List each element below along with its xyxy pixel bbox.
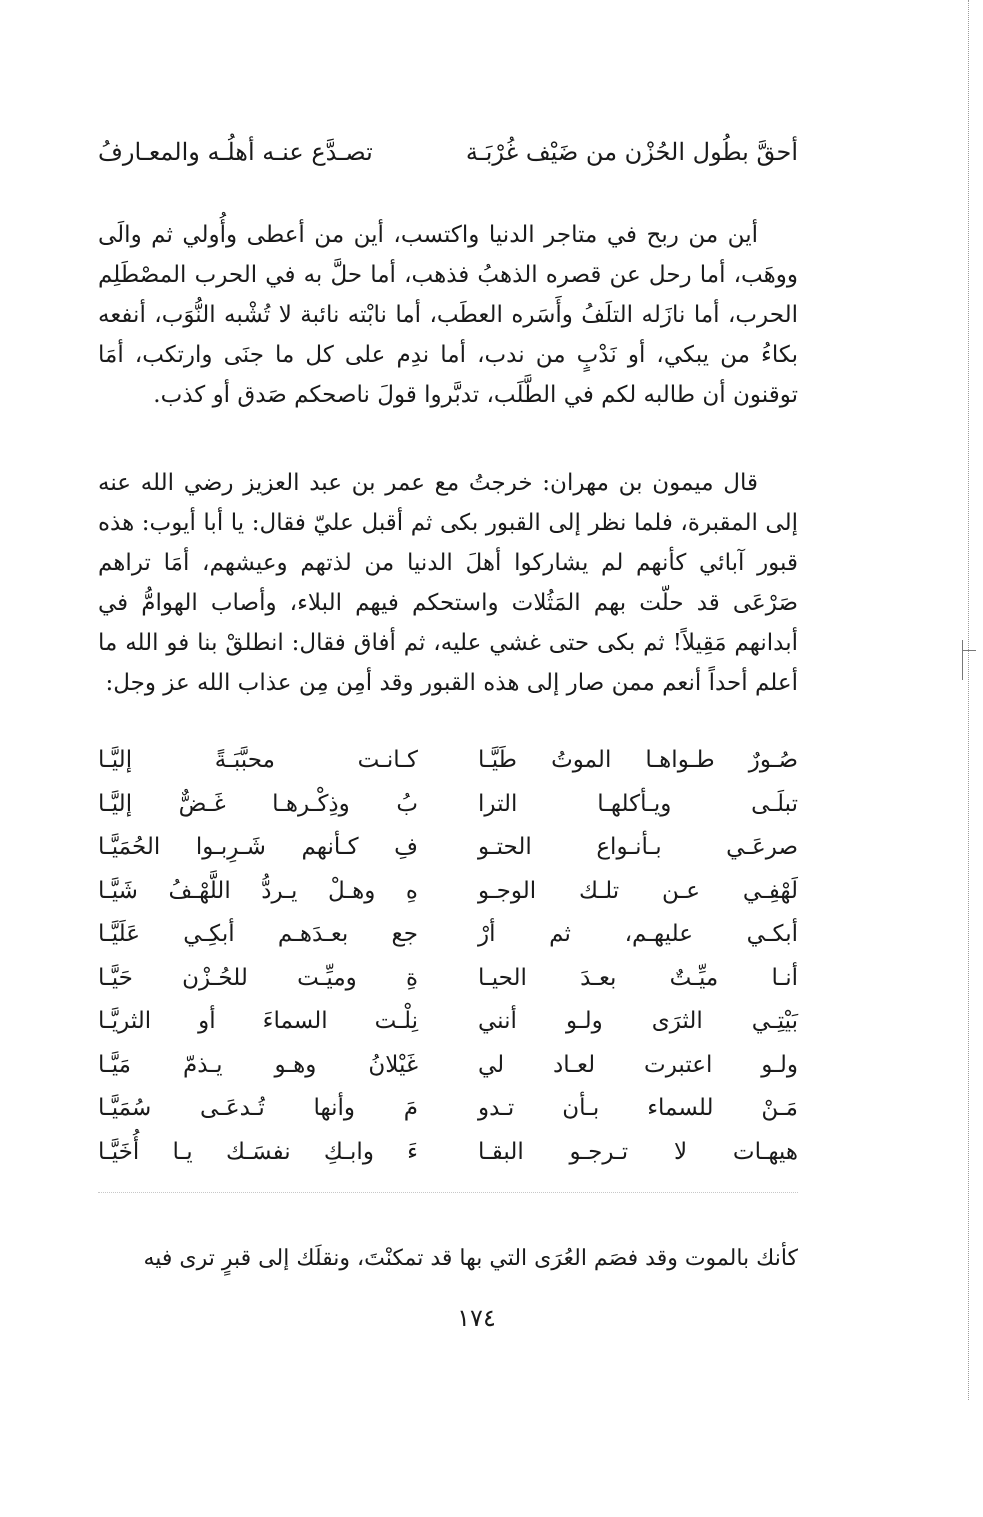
verse-second-hemistich: فِ كـأنهم شَـرِبـوا الحُمَيَّـا xyxy=(98,834,418,860)
poem-verse xyxy=(98,921,798,965)
page-edge-line xyxy=(968,0,969,1400)
closing-line: كأنك بالموت وقد فصَم العُرَى التي بها قد تمكنْتَ، ونقلَك إلى قبرٍ ترى فيه xyxy=(143,1246,798,1271)
verse-first-hemistich: أحقَّ بطُول الحُزْن من ضَيْف غُرْبَـة xyxy=(465,138,798,166)
poem-verse xyxy=(98,834,798,878)
paragraph: أين من ربح في متاجر الدنيا واكتسب، أين من أعطى وأُولي ثم والَى ووهَب، أما رحل عن قصره الذهبُ فذهب، أما حلَّ به في الحرب المصْطَلِم الحرب، أما نازَله التلَفُ وأَسَره العطَب، أما نابْته نائبة لا تُشْبه النُّوَب، أنفعه بكاءُ من يبكي، أو نَدْبٍ من ندب، أما ندِم على كل ما جنَى وارتكب، أمَا توقنون أن طالبه لكم في الطَّلَب، تدبَّروا قولَ ناصحكم صَدق أو كذب. xyxy=(98,222,798,408)
poem-verse xyxy=(98,747,798,791)
poem-verse xyxy=(98,1052,798,1096)
verse-second-hemistich: بُ وذِكْـرهـا غَـضٌّ إليَّـا xyxy=(98,790,418,817)
poem xyxy=(98,747,798,1182)
verse-first-hemistich: مَـنْ للسماء بـأن تـدو xyxy=(478,1095,798,1121)
poem-verse xyxy=(98,878,798,922)
poem-verse xyxy=(98,1139,798,1183)
page-edge-mark xyxy=(962,640,963,680)
verse-first-hemistich: أبكـي عليهـم، ثم أرْ xyxy=(478,921,798,947)
verse-second-hemistich: هِ وهـلْ يـردُّ اللَّهْـفُ شَيَّـا xyxy=(98,877,418,904)
poem-verse xyxy=(98,965,798,1009)
divider xyxy=(98,1192,798,1193)
verse-first-hemistich: بَيْتِـي الثرَى ولـو أنني xyxy=(478,1008,798,1034)
verse-first-hemistich: ولـو اعتبرت لعـاد لي xyxy=(478,1051,798,1078)
paragraph: قال ميمون بن مهران: خرجتُ مع عمر بن عبد العزيز رضي الله عنه إلى المقبرة، فلما نظر إلى القبور بكى ثم أقبل عليّ فقال: يا أبا أيوب: هذه قبور آبائي كأنهم لم يشاركوا أهلَ الدنيا من لذتهم وعيشهم، أمَا تراهم صَرْعَى قد حلّت بهم المَثُلات واستحكم فيهم البلاء، وأصاب الهوامُّ في أبدانهم مَقِيلاً! ثم بكى حتى غشي عليه، ثم أفاق فقال: انطلقْ بنا فو الله ما أعلم أحداً أنعم ممن صار إلى هذه القبور وقد أمِن مِن عذاب الله عز وجل: xyxy=(98,470,798,696)
verse-second-hemistich: تصـدَّع عنـه أهلُـه والمعـارفُ xyxy=(98,138,373,166)
page-edge-mark xyxy=(962,650,976,651)
page-number: ١٧٤ xyxy=(457,1304,496,1332)
poem-verse xyxy=(98,1095,798,1139)
verse-second-hemistich: جع بعـدَهـم أبكِـي عَلَيَّـا xyxy=(98,921,418,947)
poem-verse xyxy=(98,1008,798,1052)
verse-first-hemistich: صرعَـي بـأنـواع الحتـو xyxy=(478,834,798,860)
poem-verse xyxy=(98,791,798,835)
verse-second-hemistich: مَ وأنها تُـدعَـى سُمَيَّـا xyxy=(98,1095,418,1121)
opening-verse xyxy=(98,138,798,188)
verse-second-hemistich: كـانـت محبَّبَـةً إليَّـا xyxy=(98,747,418,773)
verse-first-hemistich: لَهْفِـي عـن تلـك الوجـو xyxy=(478,877,798,904)
verse-second-hemistich: ةِ وميِّـت للحُـزْن حَيَّـا xyxy=(98,964,418,991)
verse-second-hemistich: ءَ وابـكِ نفسَـك يـا أُخَيَّـا xyxy=(98,1138,418,1165)
verse-second-hemistich: نِلْـت السماءَ أو الثريَّـا xyxy=(98,1008,418,1034)
verse-first-hemistich: تبلَـى ويـأكلهـا الترا xyxy=(478,790,798,817)
verse-first-hemistich: صُـورٌ طـواهـا الموتُ طَيَّـا xyxy=(478,747,798,773)
verse-second-hemistich: غَيْلانُ وهـو يـذمّ مَيَّـا xyxy=(98,1051,418,1078)
verse-first-hemistich: أنـا ميِّـتٌ بعـدَ الحيـا xyxy=(478,964,798,991)
verse-first-hemistich: هيهـات لا تـرجـو البقـا xyxy=(478,1138,798,1165)
